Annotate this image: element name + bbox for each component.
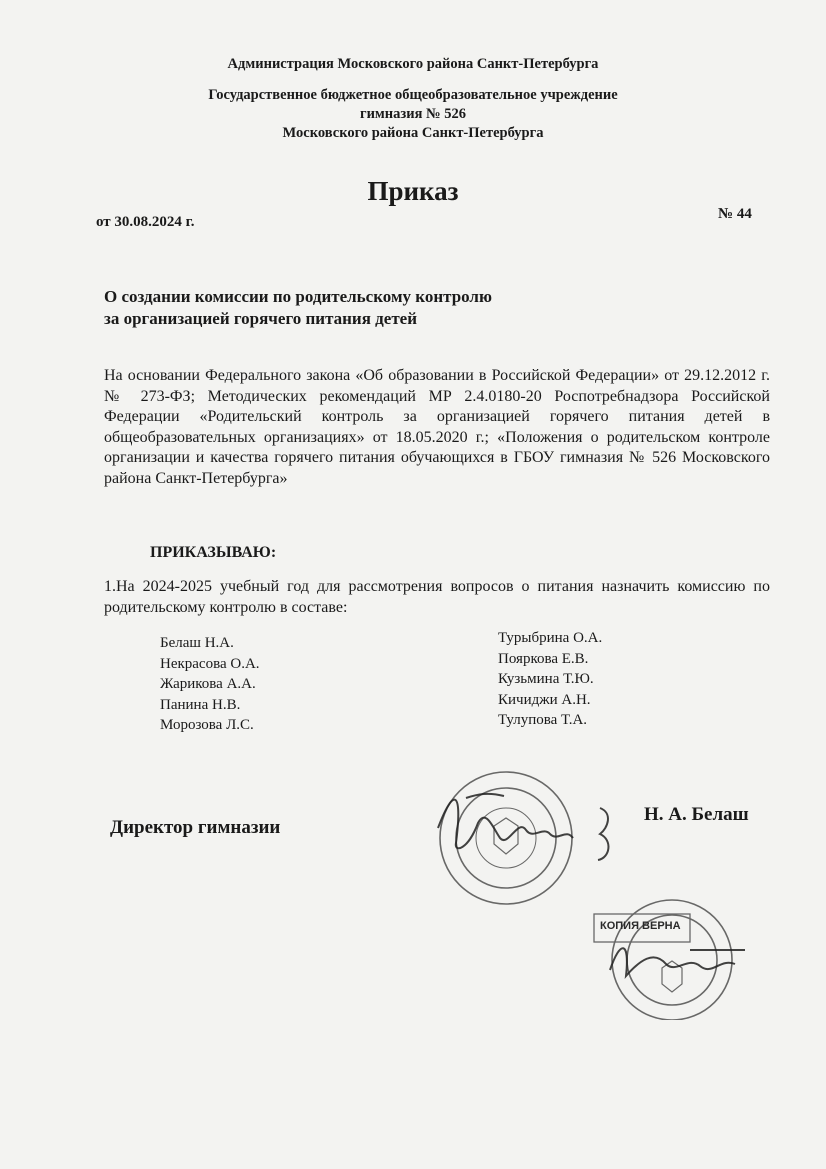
members-right-column [498, 628, 602, 731]
subject-line-2: за организацией горячего питания детей [104, 309, 418, 328]
institution-line-2: гимназия № 526 [359, 106, 467, 122]
basis-paragraph: На основании Федерального закона «Об образовании в Российской Федерации» от 29.12.2012 г. № 273-ФЗ; Методических рекомендаций МР 2.4.0180-20 Роспотребнадзора Российской Федерации «Родительский контроль за организацией горячего питания детей в общеобразовательных организациях» от 18.05.2020 г.; «Положения о родительском контроле организации и качества горячего питания обучающихся в ГБОУ гимназия № 526 Московского района Санкт-Петербурга» [104, 367, 770, 487]
document-title: Приказ [367, 176, 459, 206]
member-name: Панина Н.В. [160, 696, 241, 713]
member-name: Тулупова Т.А. [498, 712, 588, 728]
document-subject [104, 286, 492, 330]
member-name: Некрасова О.А. [160, 655, 260, 672]
signature-scribble [610, 948, 745, 976]
copy-certified-label: КОПИЯ ВЕРНА [600, 920, 681, 932]
member-name: Пояркова Е.В. [498, 650, 589, 667]
order-word: ПРИКАЗЫВАЮ: [150, 544, 277, 561]
subject-line-1: О создании комиссии по родительскому контролю [104, 287, 492, 306]
institution-line-1: Государственное бюджетное общеобразовательное учреждение [208, 87, 618, 103]
member-name: Турыбрина О.А. [498, 630, 603, 646]
signature-scribble [438, 794, 608, 860]
member-name: Кичиджи А.Н. [498, 691, 591, 708]
institution-line-3: Московского района Санкт-Петербурга [282, 125, 544, 141]
member-name: Белаш Н.А. [160, 635, 234, 651]
institution-header [0, 86, 826, 143]
signature-position: Директор гимназии [110, 817, 281, 838]
copy-certified-seal [570, 880, 770, 1020]
document-date: от 30.08.2024 г. [96, 214, 195, 230]
members-left-column [160, 633, 260, 736]
member-name: Морозова Л.С. [160, 717, 254, 733]
administration-header: Администрация Московского района Санкт-Петербурга [227, 56, 599, 72]
document-number: № 44 [718, 206, 752, 222]
order-item-1: 1.На 2024-2025 учебный год для рассмотрения вопросов о питания назначить комиссию по родительскому контролю в составе: [104, 578, 770, 616]
member-name: Кузьмина Т.Ю. [498, 671, 594, 687]
signature-name: Н. А. Белаш [644, 804, 749, 825]
member-name: Жарикова А.А. [160, 676, 256, 692]
